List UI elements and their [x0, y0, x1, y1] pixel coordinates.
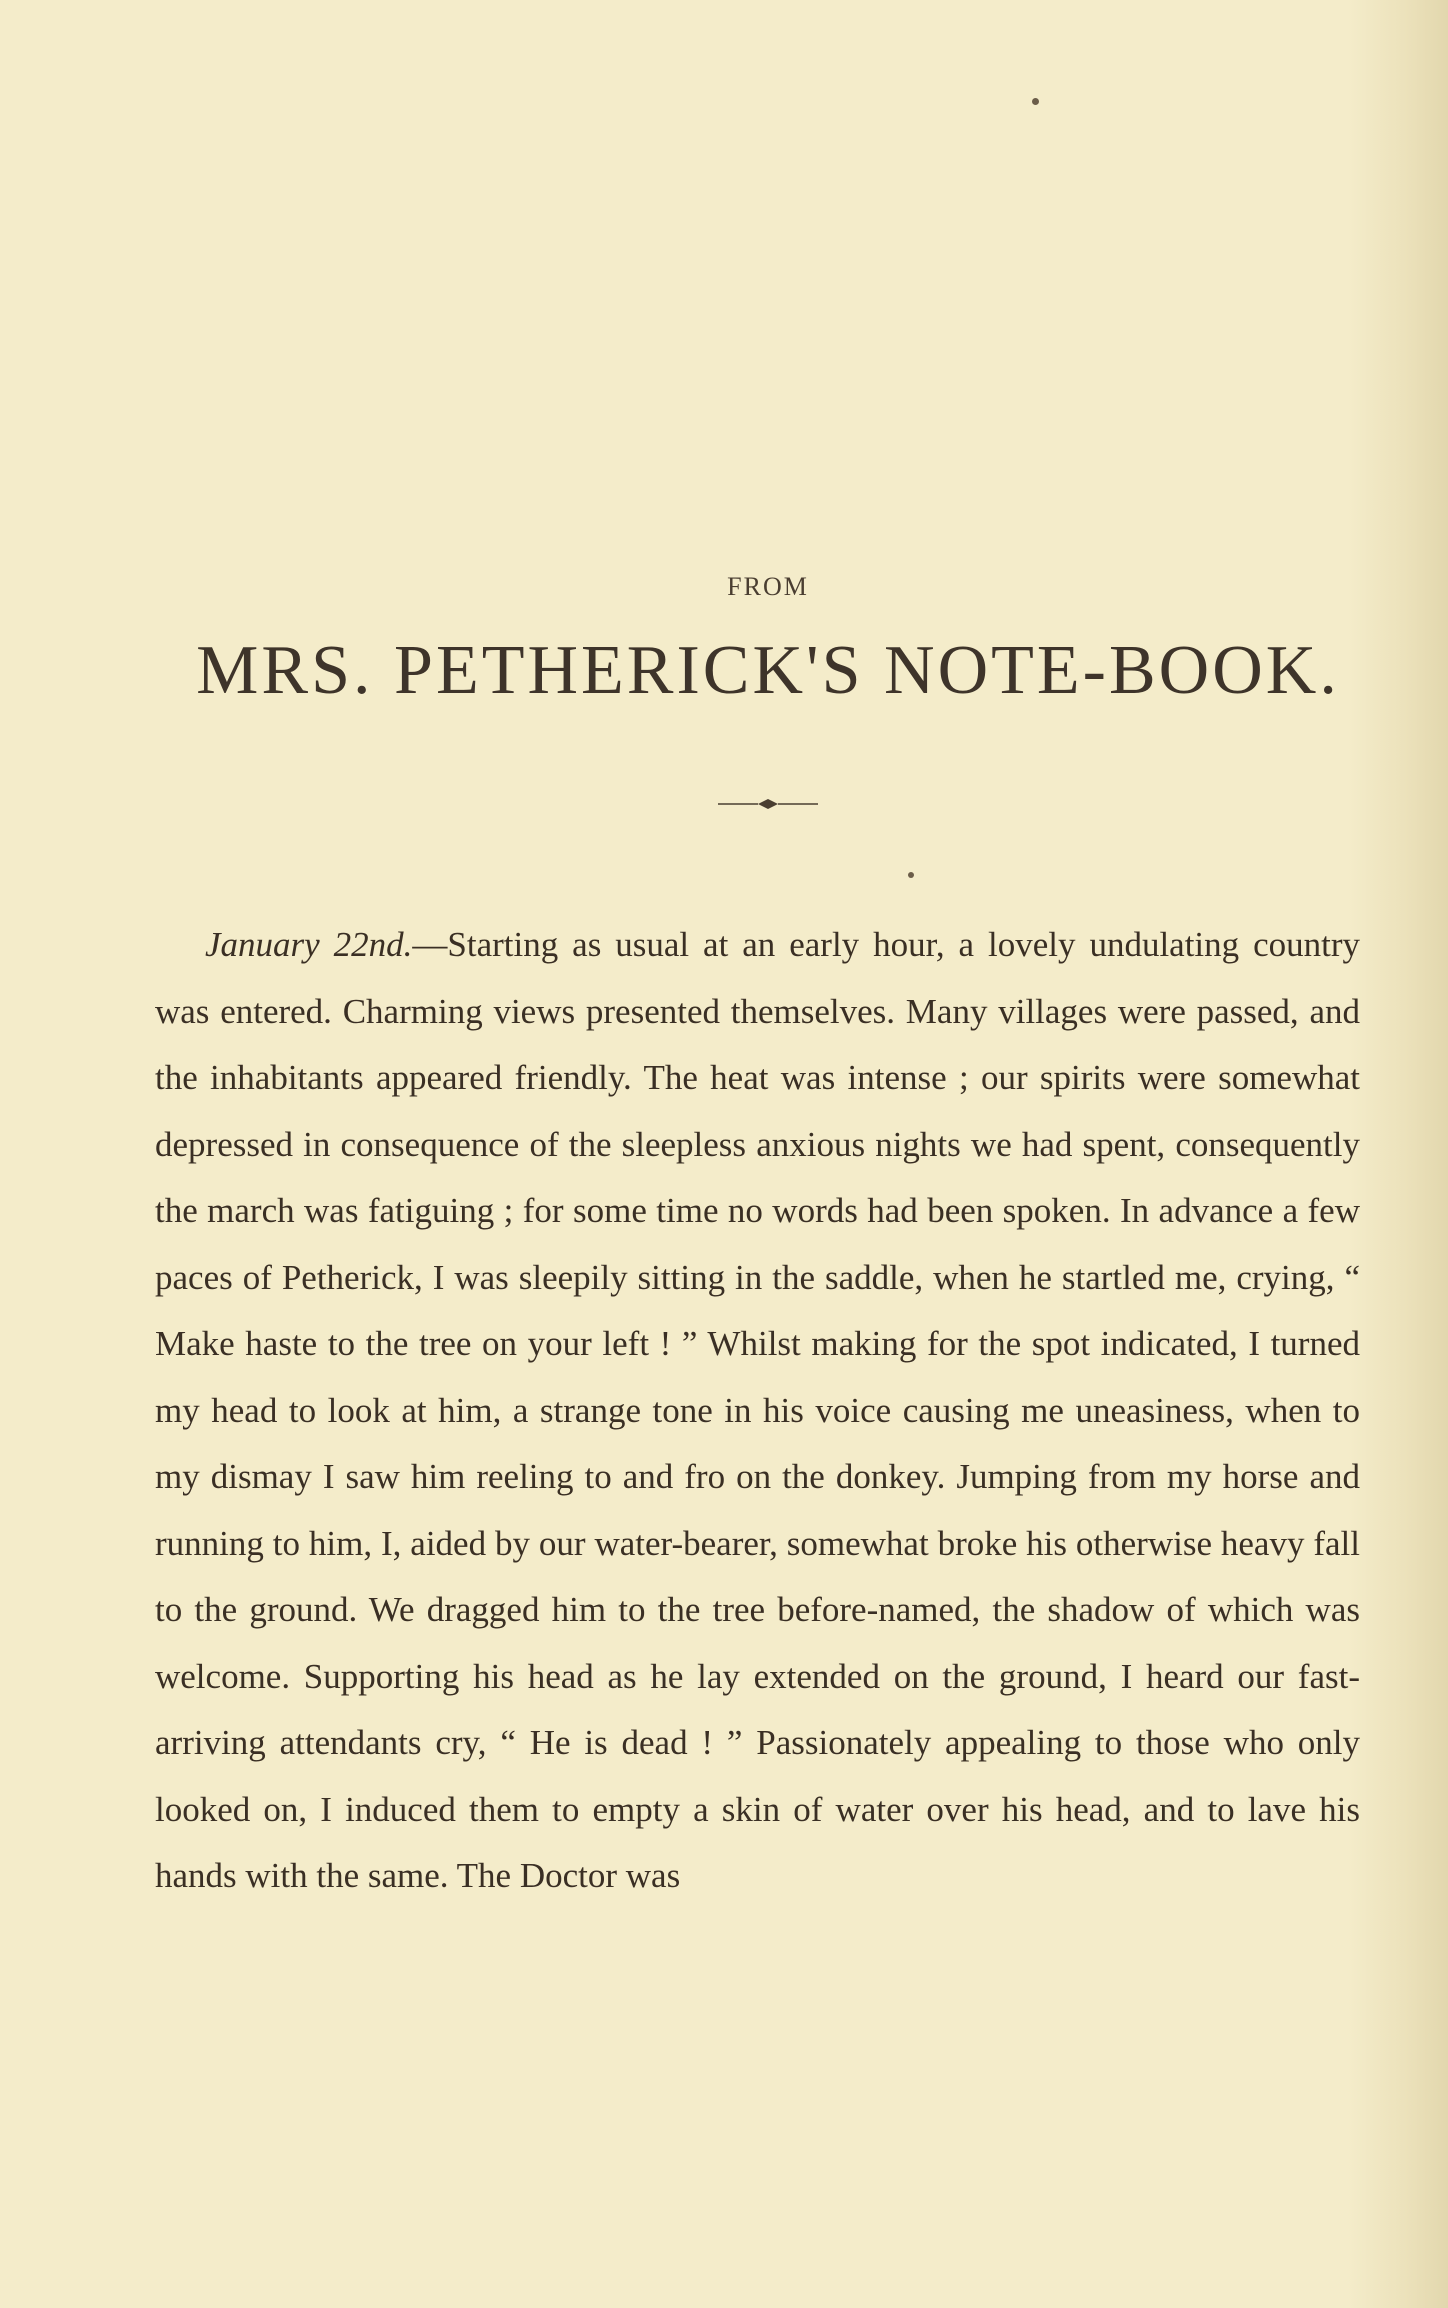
heading-kicker: FROM	[727, 572, 809, 601]
chapter-title: MRS. PETHERICK'S NOTE-BOOK.	[196, 632, 1340, 709]
paragraph	[155, 912, 1360, 1910]
ornament-divider	[718, 790, 818, 820]
entry-date: January 22nd.	[205, 925, 413, 964]
entry-text: —Starting as usual at an early hour, a lovely undulating country was entered. Charming views presented themselves. Many villages were passed, and the inhabitants appeared friendly. The heat was intense ; our spirits were somewhat depressed in consequence of the sleepless anxious nights we had spent, consequently the march was fatiguing ; for some time no words had been spoken. In advance a few paces of Petherick, I was sleepily sitting in the saddle, when he startled me, crying, “ Make haste to the tree on your left ! ” Whilst making for the spot indicated, I turned my head to look at him, a strange tone in his voice causing me uneasiness, when to my dismay I saw him reeling to and fro on the donkey. Jumping from my horse and running to him, I, aided by our water-bearer, somewhat broke his otherwise heavy fall to the ground. We dragged him to the tree before-named, the shadow of which was welcome. Supporting his head as he lay extended on the ground, I heard our fast-arriving attendants cry, “ He is dead ! ” Passionately appealing to those who only looked on, I induced them to empty a skin of water over his head, and to lave his hands with the same. The Doctor was	[155, 925, 1360, 1895]
speck	[1032, 98, 1039, 105]
body-text	[155, 912, 1360, 1910]
speck	[908, 872, 914, 878]
